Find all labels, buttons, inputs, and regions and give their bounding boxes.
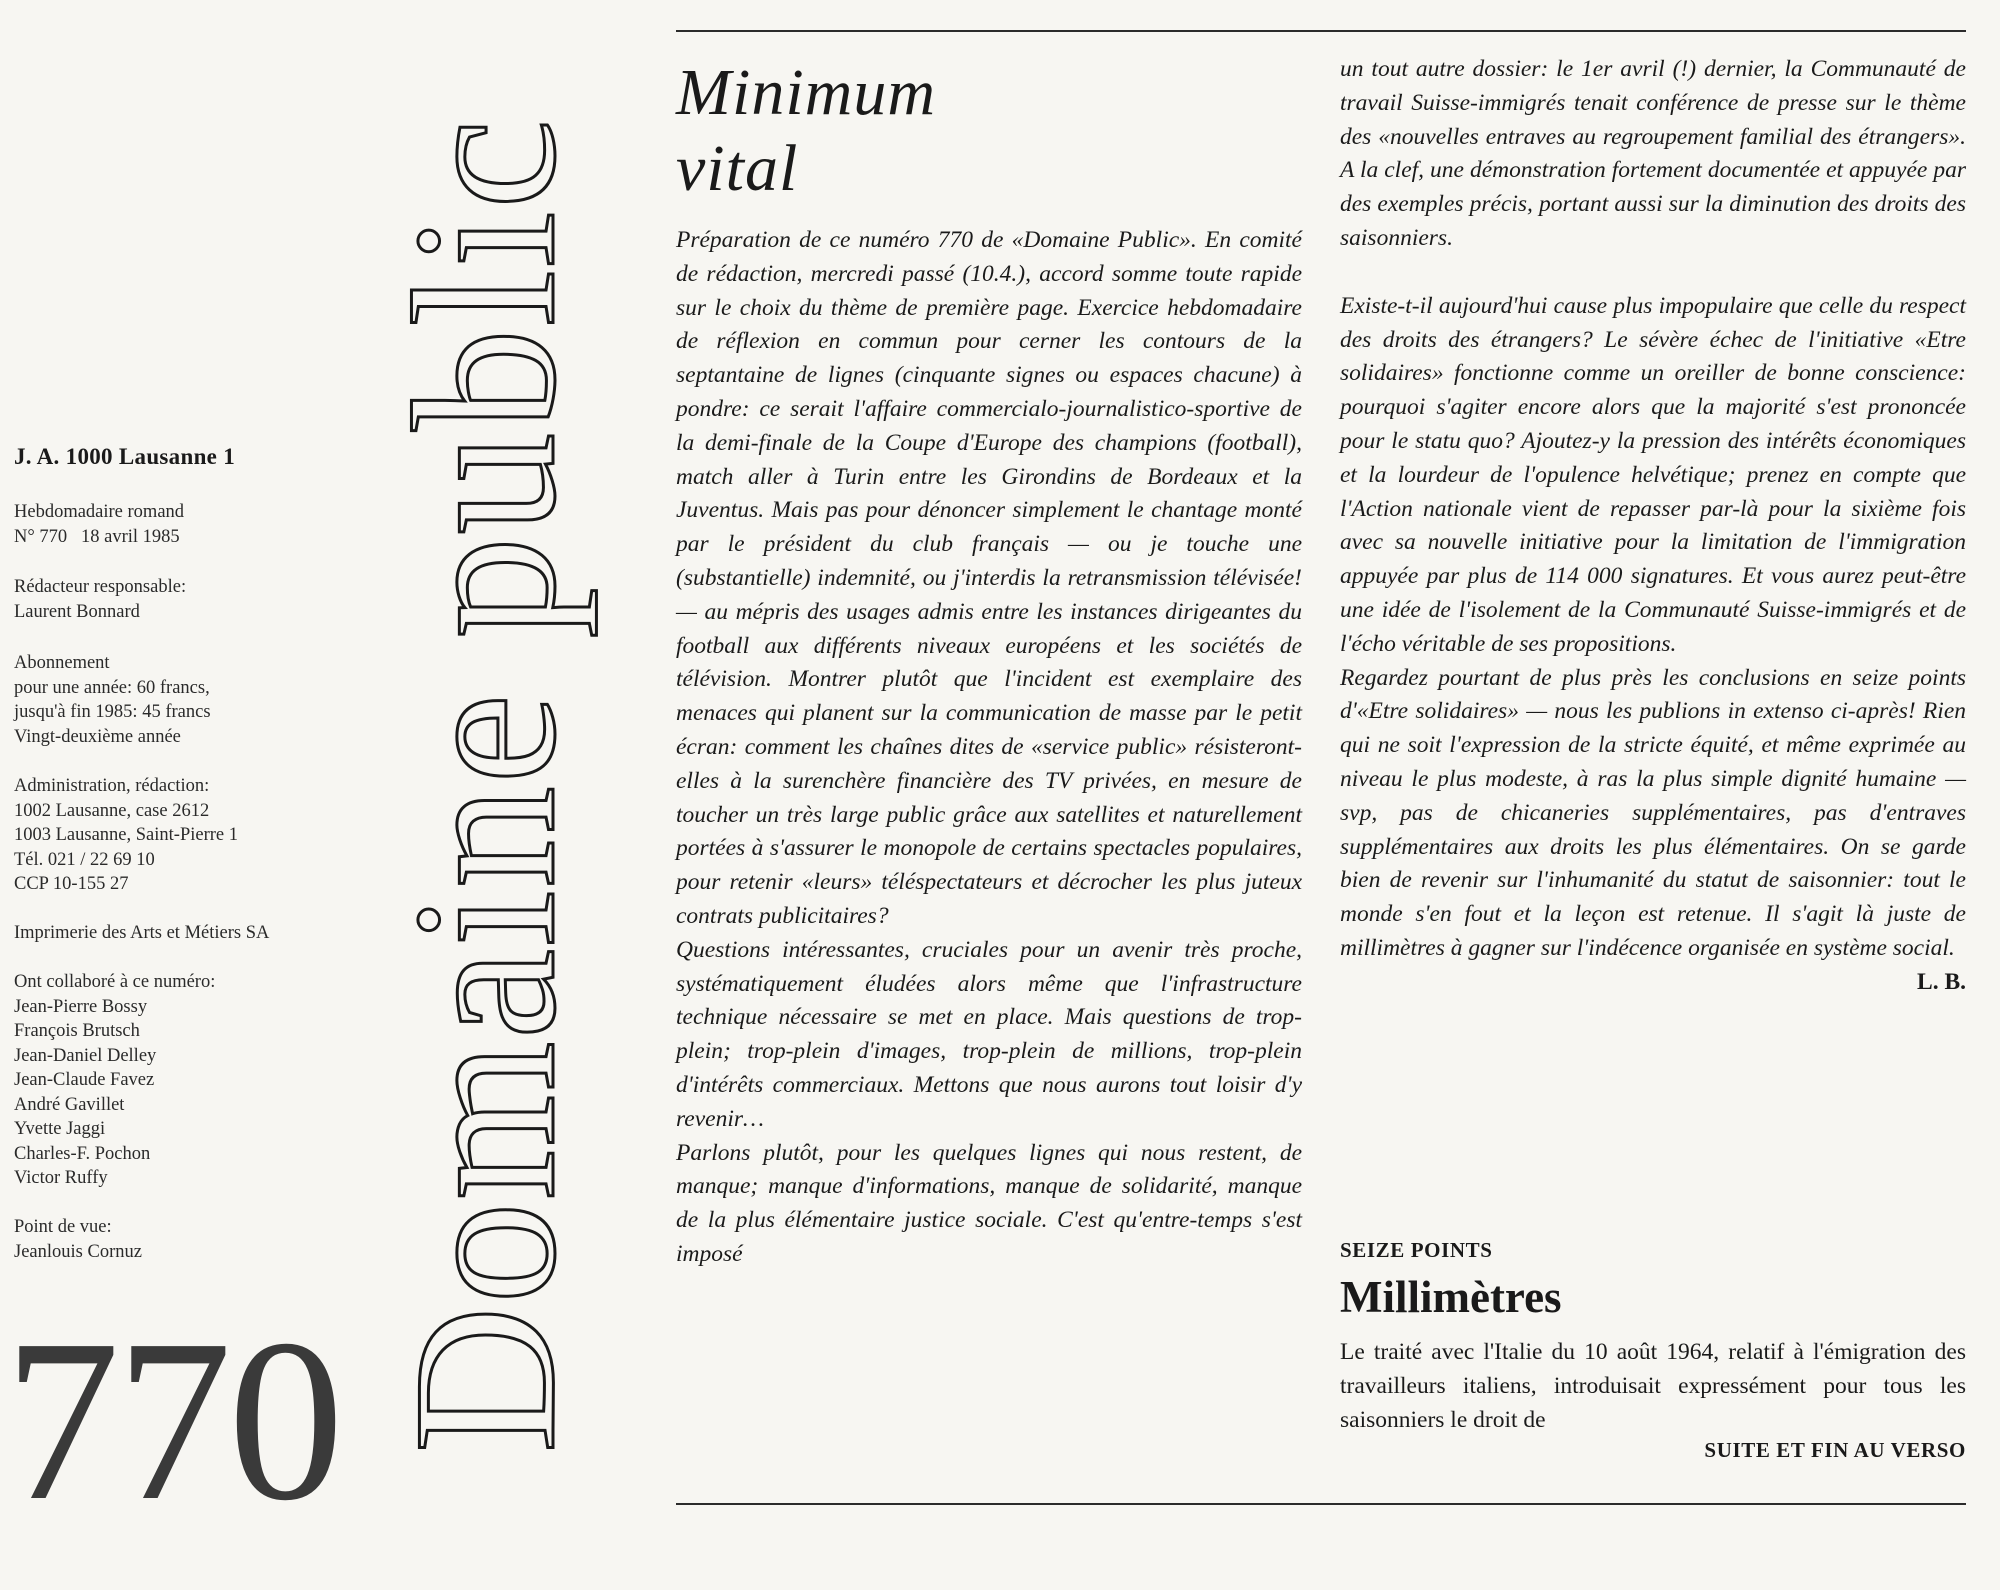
- article-paragraph: Questions intéressantes, cruciales pour un avenir très proche, systématiquement éludées alors même que l'infrastructure technique nécessaire se met en place. Mais questions de trop-plein; trop-plein d'images, trop-plein de millions, trop-plein d'intérêts commerciaux. Mettons que nous aurons tout loisir d'y revenir…: [676, 936, 1302, 1132]
- headline-line: Minimum: [676, 56, 936, 129]
- contributor-name: André Gavillet: [14, 1094, 125, 1115]
- subscription-label: Abonnement: [14, 653, 110, 673]
- article-paragraph-text: Regardez pourtant de plus près les conclusions en seize points d'«Etre solidaires» — nous les publions in extenso ci-après! Rien qui ne soit l'expression de la stricte équité, et même exprimée au niveau le plus modeste, à ras la plus simple dignité humaine — svp, pas de chicaneries supplémentaires, pas d'entraves supplémentaires aux droits les plus élémentaires. On se garde bien de revenir sur l'inhumanité du statut de saisonnier: tout le monde s'en fout et la leçon est retenue. Il s'agit là juste de millimètres à gagner sur l'indécence organisée en système social.: [1340, 664, 1966, 961]
- section-kicker: SEIZE POINTS: [1340, 1238, 1493, 1262]
- subscription-line: jusqu'à fin 1985: 45 francs: [14, 702, 211, 722]
- issue-number: 770: [4, 1292, 340, 1549]
- viewpoint-name: Jeanlouis Cornuz: [14, 1241, 142, 1262]
- subscription-line: pour une année: 60 francs,: [14, 677, 210, 698]
- contributor-name: Charles-F. Pochon: [14, 1143, 151, 1164]
- article-paragraph: un tout autre dossier: le 1er avril (!) dernier, la Communauté de travail Suisse-immigrés tenait conférence de presse sur le thème des «nouvelles entraves au regroupement familial des étrangers». A la clef, une démonstration fortement documentée et appuyée par des exemples précis, portant aussi sur la diminution des droits des saisonniers.: [1340, 56, 1966, 251]
- editor-name: Laurent Bonnard: [14, 601, 140, 622]
- subscription-info: [14, 651, 364, 749]
- subscription-line: Vingt-deuxième année: [14, 726, 181, 747]
- issue-date: N° 770 18 avril 1985: [14, 526, 180, 547]
- contributor-name: François Brutsch: [14, 1021, 140, 1041]
- bottom-rule: [676, 1503, 1966, 1505]
- contributors-info: [14, 970, 364, 1191]
- continued-notice: SUITE ET FIN AU VERSO: [1704, 1438, 1966, 1462]
- masthead-logo: [372, 25, 598, 1545]
- article-paragraph: Existe-t-il aujourd'hui cause plus impopulaire que celle du respect des droits des étrangers? Le sévère échec de l'initiative «Etre solidaires» fonctionne comme un oreiller de bonne conscience: pourquoi s'agiter encore alors que la majorité s'est prononcée pour le statu quo? Ajoutez-y la pression des intérêts économiques et la lourdeur de l'opulence helvétique; prenez en compte que l'Action nationale vient de repasser par-là pour la sixième fois avec sa nouvelle initiative pour la limitation de l'immigration appuyée par plus de 114 000 signatures. Et vous aurez peut-être une idée de l'isolement de la Communauté Suisse-immigrés et de l'écho véritable de ses propositions.: [1340, 292, 1966, 657]
- article-headline: [676, 55, 936, 207]
- viewpoint-info: [14, 1215, 364, 1264]
- top-rule: [676, 30, 1966, 32]
- administration-line: CCP 10-155 27: [14, 874, 129, 894]
- article-paragraph: Parlons plutôt, pour les quelques lignes qui nous restent, de manque; manque d'informations, manque de solidarité, manque de la plus élémentaire justice sociale. C'est qu'entre-temps s'est imposé: [676, 1139, 1302, 1267]
- printer-info: Imprimerie des Arts et Métiers SA: [14, 923, 270, 943]
- article-column-1: [676, 224, 1302, 1272]
- article-paragraph: Préparation de ce numéro 770 de «Domaine Public». En comité de rédaction, mercredi passé (10.4.), accord somme toute rapide sur le choix du thème de première page. Exercice hebdomadaire de réflexion en commun pour cerner les contours de la septantaine de lignes (cinquante signes ou espaces chacune) à pondre: ce serait l'affaire commercialo-journalistico-sportive de la demi-finale de la Coupe d'Europe des champions (football), match aller à Turin entre les Girondins de Bordeaux et la Juventus. Mais pas pour dénoncer simplement le chantage monté par le président du club français — ou je touche une (substantielle) indemnité, ou j'interdis la retransmission télévisée! — au mépris des usages admis entre les instances dirigeantes du football aux différents niveaux européens et les sociétés de télévision. Montrer plutôt que l'incident est exemplaire des menaces qui planent sur la communication de masse par le petit écran: comment les chaînes dites de «service public» résisteront-elles à la surenchère financière des TV privées, en mesure de toucher un très large public grâce aux satellites et naturellement portées à s'assurer le monopole de certains spectacles populaires, pour retenir «leurs» téléspectateurs et décrocher les plus juteux contrats publicitaires?: [676, 227, 1302, 929]
- administration-label: Administration, rédaction:: [14, 776, 210, 796]
- contributors-label: Ont collaboré à ce numéro:: [14, 972, 216, 992]
- publication-type: Hebdomadaire romand: [14, 502, 185, 522]
- publication-info: [14, 500, 364, 549]
- contributor-name: Jean-Claude Favez: [14, 1070, 155, 1090]
- masthead-title: Domaine public: [372, 116, 598, 1454]
- editor-label: Rédacteur responsable:: [14, 577, 187, 597]
- article-paragraph: [1340, 662, 1966, 995]
- editor-info: [14, 575, 364, 624]
- viewpoint-label: Point de vue:: [14, 1217, 112, 1237]
- contributor-name: Yvette Jaggi: [14, 1119, 106, 1139]
- article-column-2: [1340, 53, 1966, 1000]
- contributor-name: Victor Ruffy: [14, 1168, 108, 1188]
- second-article-title: Millimètres: [1340, 1272, 1562, 1322]
- administration-line: 1002 Lausanne, case 2612: [14, 800, 210, 821]
- headline-line: vital: [676, 132, 799, 205]
- administration-line: Tél. 021 / 22 69 10: [14, 849, 155, 870]
- second-article-body: Le traité avec l'Italie du 10 août 1964, relatif à l'émigration des travailleurs italiens, introduisait expressément pour tous les saisonniers le droit de: [1340, 1339, 1966, 1433]
- author-signature: L. B.: [1917, 968, 1966, 995]
- contributor-name: Jean-Pierre Bossy: [14, 996, 148, 1017]
- administration-line: 1003 Lausanne, Saint-Pierre 1: [14, 825, 238, 845]
- contributor-name: Jean-Daniel Delley: [14, 1045, 157, 1066]
- postal-address: J. A. 1000 Lausanne 1: [14, 444, 236, 469]
- administration-info: [14, 774, 364, 897]
